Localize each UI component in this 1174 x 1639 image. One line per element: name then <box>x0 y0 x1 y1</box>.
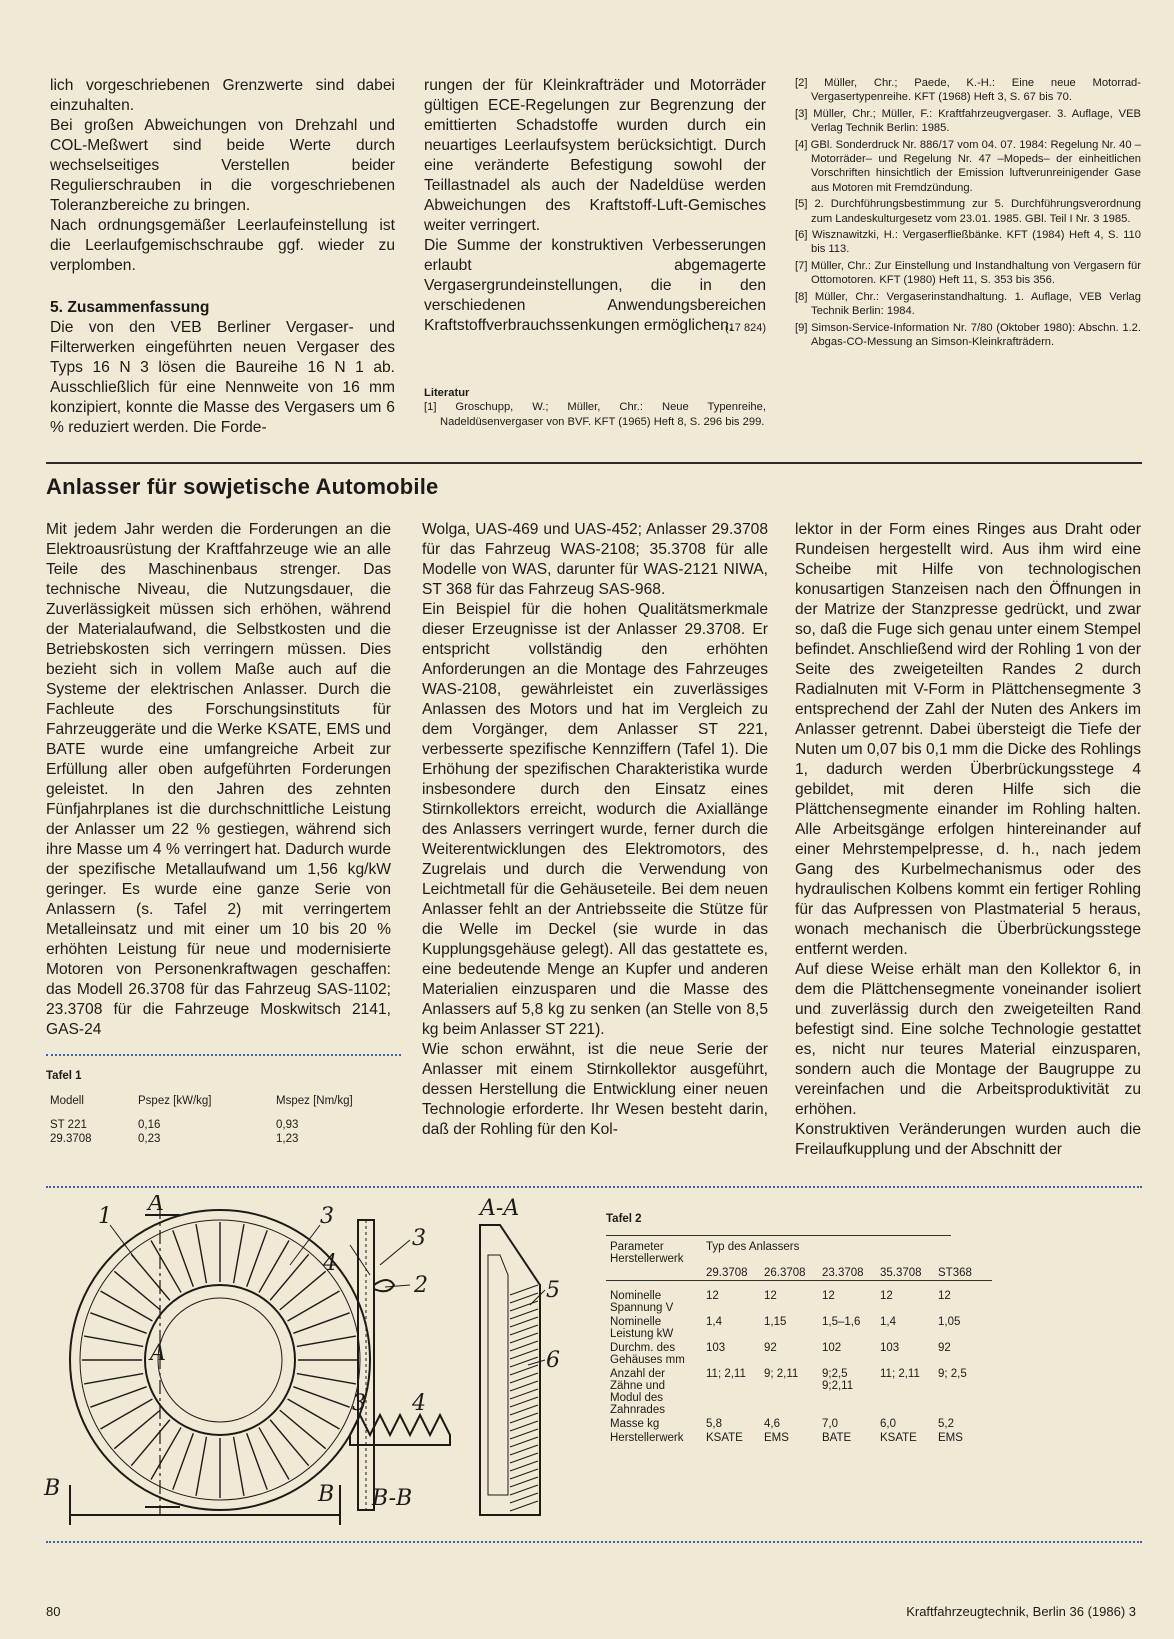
table-cell: KSATE <box>706 1432 743 1444</box>
article-col-1 <box>46 520 391 1040</box>
reference: [7] Müller, Chr.: Zur Einstellung und Instandhaltung von Vergasern für Ottomotoren. KFT (1980) Heft 11, S. 353 bis 356. <box>795 259 1141 287</box>
reference: [2] Müller, Chr.; Paede, K.-H.: Eine neue Motorrad-Vergasertypenreihe. KFT (1968) Heft 3, S. 67 bis 70. <box>795 77 1141 104</box>
paragraph: Die Summe der konstruktiven Verbesserungen erlaubt abgemagerte Vergasergrundeinstellungen, die in den verschiedenen Anwendungsbereichen Kraftstoffverbrauchssenkungen ermöglichen. <box>424 237 766 334</box>
table-cell: 0,16 <box>138 1119 161 1131</box>
tafel1 <box>46 1070 396 1146</box>
column-header: Modell <box>50 1095 84 1107</box>
table-cell: ST 221 <box>50 1119 87 1131</box>
table-cell: 4,6 <box>764 1418 780 1430</box>
table-cell: 9; 2,11 <box>764 1368 799 1380</box>
tafel2-title: Tafel 2 <box>606 1213 642 1225</box>
column-header: 29.3708 <box>706 1267 748 1279</box>
figure-top-rule <box>46 1186 1142 1188</box>
reference: [9] Simson-Service-Information Nr. 7/80 (Oktober 1980): Abschn. 1.2. Abgas-CO-Messung an Simson-Kleinkrafträdern. <box>795 321 1141 348</box>
paragraph: lektor in der Form eines Ringes aus Draht oder Rundeisen hergestellt wird. Aus ihm wird eine Scheibe mit Hilfe von technologischen konusartigen Stanzeisen nach den Öffnungen in der Matrize der Stanzpresse gedrückt, und zwar so, daß die Fuge sich genau unter einem Stempel befindet. Anschließend wird der Rohling 1 von der Seite des zweigeteilten Randes 2 durch Radialnuten mit V-Form in Plättchensegmente 3 entsprechend der Zahl der Nuten des Ankers im Anlasser getrennt. Dabei übersteigt die Tiefe der Nuten um 0,07 bis 0,1 mm die Dicke des Rohlings 1, dadurch werden Überbrückungsstege 4 gebildet, mit deren Hilfe sich die Plättchensegmente einander im Rohling halten. Alle Arbeitsgänge erfolgen hintereinander auf einer Mehrstempelpresse, d. h., nach jedem Gang des Kurbelmechanismus oder des hydraulischen Kolbens kommt ein fertiger Rohling für das Aufpressen von Plastmaterial 5 heraus, wonach mechanisch die Überbrückungsstege entfernt werden. <box>795 521 1141 958</box>
paragraph: Auf diese Weise erhält man den Kollektor 6, in dem die Plättchensegmente voneinander isoliert und zuverlässig durch den zweigeteilten Rand befestigt sind. Eine solche Technologie gestattet es, nicht nur teures Material einzusparen, sondern auch die Montage der Baugruppe zu vereinfachen und die Arbeitsproduktivität zu erhöhen. <box>795 961 1141 1118</box>
page-number: 80 <box>46 1604 61 1619</box>
table-cell: 1,23 <box>276 1133 299 1145</box>
table-cell: 12 <box>764 1290 777 1302</box>
column-header: 26.3708 <box>764 1267 806 1279</box>
table-cell: 1,5–1,6 <box>822 1316 861 1328</box>
row-label: Herstellerwerk <box>610 1432 684 1444</box>
tafel1-title: Tafel 1 <box>46 1070 82 1082</box>
figure-label: B-B <box>372 1486 413 1511</box>
reference: [1] Groschupp, W.; Müller, Chr.: Neue Typenreihe, Nadeldüsenvergaser von BVF. KFT (1965) Heft 8, S. 296 bis 299. <box>424 401 766 428</box>
column-header: Mspez [Nm/kg] <box>276 1095 353 1107</box>
table-cell: 5,2 <box>938 1418 954 1430</box>
table-cell: 12 <box>880 1290 893 1302</box>
table-cell: 12 <box>822 1290 835 1302</box>
column-header: 35.3708 <box>880 1267 922 1279</box>
table-cell: 1,4 <box>880 1316 896 1328</box>
paragraph: Nach ordnungsgemäßer Leerlaufeinstellung ist die Leerlaufgemischschraube ggf. wieder zu verplomben. <box>50 217 395 274</box>
section-divider <box>46 462 1142 464</box>
paragraph: Wolga, UAS-469 und UAS-452; Anlasser 29.3708 für das Fahrzeug WAS-2108; 35.3708 für alle Modelle von WAS, darunter für WAS-2121 NIWA, ST 368 für das Fahrzeug SAS-968. <box>422 521 768 598</box>
row-label: Anzahl der Zähne und Modul des Zahnrades <box>610 1368 665 1416</box>
figure-label: 1 <box>98 1204 112 1229</box>
column-header: Parameter Herstellerwerk <box>610 1241 684 1265</box>
table-cell: EMS <box>938 1432 963 1444</box>
tafel2-body <box>606 1289 992 1445</box>
table-cell: 0,23 <box>138 1133 161 1145</box>
table-cell: BATE <box>822 1432 852 1444</box>
column-header: 23.3708 <box>822 1267 864 1279</box>
table-cell: 9;2,5 9;2,11 <box>822 1368 854 1392</box>
figure-label: 6 <box>546 1348 560 1373</box>
table-header-row <box>46 1094 386 1108</box>
article-col-3 <box>795 520 1141 1160</box>
reference: [3] Müller, Chr.; Müller, F.: Kraftfahrzeugvergaser. 3. Auflage, VEB Verlag Technik Berlin: 1985. <box>795 107 1141 135</box>
tafel1-top-rule <box>46 1054 401 1056</box>
table-cell: 1,15 <box>764 1316 787 1328</box>
paragraph: Wie schon erwähnt, ist die neue Serie der Anlasser mit einem Stirnkollektor ausgeführt, dessen Herstellung die Entwicklung einer neuen Technologie erforderte. Ihr Wesen besteht darin, daß der Rohling für den Kol- <box>422 1041 768 1138</box>
paragraph: Mit jedem Jahr werden die Forderungen an die Elektroausrüstung der Kraftfahrzeuge wie an alle Teile des Maschinenbaus strenger. Das technische Niveau, die Nutzungsdauer, die Zuverlässigkeit müssen sich erhöhen, während der Materialaufwand, die Selbstkosten und die Betriebskosten sich verringern müssen. Dies bezieht sich in vollem Maße auch auf die Systeme der elektrischen Anlasser. Durch die Fachleute des Forschungsinstituts für Fahrzeuggeräte und die Werke KSATE, EMS und BATE wurde eine umfangreiche Arbeit zur Erfüllung aller oben aufgeführten Forderungen geleistet. In den Jahren des zehnten Fünfjahrplanes ist die durchschnittliche Leistung der Anlasser um 22 % gestiegen, während sich ihre Masse um 4 % verringert hat. Dadurch wurde der spezifische Metallaufwand um 1,56 kg/kW geringer. Es wurde eine ganze Serie von Anlassern (s. Tafel 2) mit verringertem Metalleinsatz und mit einer um 10 bis 20 % erhöhten Leistung für neue und modernisierte Motoren von Personenkraftwagen geschaffen: das Modell 26.3708 für das Fahrzeug SAS-1102; 23.3708 für die Fahrzeuge Moskwitsch 2141, GAS-24 <box>46 521 391 1038</box>
table-row <box>606 1289 992 1315</box>
table-row <box>46 1132 386 1146</box>
table-cell: 92 <box>764 1342 777 1354</box>
table-header-row <box>606 1266 992 1281</box>
table-header-row <box>606 1240 992 1266</box>
table-cell: 5,8 <box>706 1418 722 1430</box>
article-col-2 <box>422 520 768 1140</box>
table-row <box>606 1417 992 1431</box>
reference: [6] Wisznawitzki, H.: Vergaserfließbänke. KFT (1984) Heft 4, S. 110 bis 113. <box>795 229 1141 256</box>
literature-title: Literatur <box>424 387 470 399</box>
row-label: Durchm. des Gehäuses mm <box>610 1342 685 1366</box>
table-row <box>606 1431 992 1445</box>
figure-label: 3 <box>352 1391 366 1416</box>
figure-label: B <box>318 1482 335 1507</box>
figure-bottom-rule <box>46 1541 1142 1543</box>
table-cell: EMS <box>764 1432 789 1444</box>
figure-label: 4 <box>323 1251 337 1276</box>
paragraph: Konstruktiven Veränderungen wurden auch die Freilaufkupplung und der Abschnitt der <box>795 1121 1141 1158</box>
table-row <box>606 1367 992 1417</box>
figure-label: 3 <box>412 1226 426 1251</box>
tafel2-table <box>606 1240 992 1445</box>
paragraph: Die von den VEB Berliner Vergaser- und Filterwerken eingeführten neuen Vergaser des Typs 16 N 3 lösen die Baureihe 16 N 1 ab. Ausschließlich für eine Nennweite von 16 mm konzipiert, konnte die Masse des Vergasers um 6 % reduziert werden. Die Forde- <box>50 319 395 436</box>
table-cell: 0,93 <box>276 1119 299 1131</box>
table-cell: 92 <box>938 1342 951 1354</box>
top-col-3-references <box>795 76 1141 351</box>
article-title: Anlasser für sowjetische Automobile <box>46 474 439 499</box>
table-cell: 1,05 <box>938 1316 961 1328</box>
tafel1-table <box>46 1094 386 1146</box>
table-cell: 12 <box>706 1290 719 1302</box>
tafel2 <box>606 1213 1146 1445</box>
table-row <box>606 1315 992 1341</box>
table-cell: 102 <box>822 1342 842 1354</box>
column-header: Pspez [kW/kg] <box>138 1095 212 1107</box>
table-cell: 11; 2,11 <box>706 1368 746 1380</box>
reference: [8] Müller, Chr.: Vergaserinstandhaltung. 1. Auflage, VEB Verlag Technik Berlin: 1984. <box>795 290 1141 318</box>
reference: [5] 2. Durchführungsbestimmung zur 5. Durchführungsverordnung zum Landeskulturgesetz vom 23.01. 1985. GBl. Teil I Nr. 3 1985. <box>795 198 1141 225</box>
table-cell: 1,4 <box>706 1316 722 1328</box>
table-cell: 103 <box>706 1342 726 1354</box>
table-cell: 9; 2,5 <box>938 1368 967 1380</box>
figure-label: B <box>44 1476 61 1501</box>
paragraph: lich vorgeschriebenen Grenzwerte sind dabei einzuhalten. <box>50 77 395 114</box>
table-row <box>606 1341 992 1367</box>
reference: [4] GBl. Sonderdruck Nr. 886/17 vom 04. 07. 1984: Regelung Nr. 40 –Motorräder– und Regelung Nr. 47 –Mopeds– der einheitlichen Vorschriften hinsichtlich der Emission luftverunreinigender Gase aus Motoren mit Fremdzündung. <box>795 138 1141 194</box>
row-label: Nominelle Leistung kW <box>610 1316 674 1340</box>
table-cell: 103 <box>880 1342 900 1354</box>
figure-label: 5 <box>546 1278 560 1303</box>
table-row <box>46 1118 386 1132</box>
kollektor-figure <box>40 1195 620 1555</box>
paragraph: Ein Beispiel für die hohen Qualitätsmerkmale dieser Erzeugnisse ist der Anlasser 29.3708. Er entspricht vollständig den erhöhten Anforderungen an die Montage des Fahrzeuges WAS-2108, gewährleistet ein zuverlässiges Anlassen des Motors und hat im Vergleich zu dem Vorgänger, dem Anlasser ST 221, verbesserte spezifische Kennziffern (Tafel 1). Die Erhöhung der spezifischen Charakteristika wurde insbesondere durch den Einsatz eines Stirnkollektors erreicht, wodurch die Axiallänge des Anlassers verringert wurde, ferner durch die Weiterentwicklungen des Elektromotors, des Zugrelais und durch die Verwendung von Leichtmetall für die Gehäuseteile. Bei dem neuen Anlasser fehlt an der Antriebsseite die Stütze für die Welle im Deckel (sie wurde in das Kupplungsgehäuse gelegt). All das gestattete es, eine bedeutende Menge an Kupfer und anderen Materialien einzusparen und die Masse des Anlassers auf 5,8 kg zu senken (an Stelle von 8,5 kg beim Anlasser ST 221). <box>422 601 768 1038</box>
table-cell: 12 <box>938 1290 951 1302</box>
table-cell: 29.3708 <box>50 1133 92 1145</box>
top-col-1 <box>50 76 395 438</box>
column-header: ST368 <box>938 1267 972 1279</box>
table-cell: 7,0 <box>822 1418 838 1430</box>
figure-label: 3 <box>320 1204 334 1229</box>
figure-label: 4 <box>412 1391 426 1416</box>
literature-block <box>424 386 766 431</box>
journal-footer: Kraftfahrzeugtechnik, Berlin 36 (1986) 3 <box>906 1604 1136 1619</box>
top-col-2 <box>424 76 766 338</box>
table-cell: 11; 2,11 <box>880 1368 920 1380</box>
paragraph: Bei großen Abweichungen von Drehzahl und COL-Meßwert sind beide Werte durch wechselseitiges Verstellen beider Regulierschrauben in die vorgeschriebenen Toleranzbereiche zu bringen. <box>50 117 395 214</box>
column-header: Typ des Anlassers <box>706 1241 800 1253</box>
figure-label: A-A <box>480 1196 520 1221</box>
table-cell: 6,0 <box>880 1418 896 1430</box>
article-code: (17 824) <box>725 322 766 334</box>
row-label: Masse kg <box>610 1418 660 1430</box>
paragraph: rungen der für Kleinkrafträder und Motorräder gültigen ECE-Regelungen zur Begrenzung der emittierten Schadstoffe wurden durch ein neuartiges Leerlaufsystem berücksichtigt. Durch eine veränderte Befestigung sowohl der Teillastnadel als auch der Nadeldüse werden Abweichungen des Kraftstoff-Luft-Gemisches weiter verringert. <box>424 77 766 234</box>
table-cell: KSATE <box>880 1432 917 1444</box>
section-heading: 5. Zusammenfassung <box>50 299 210 316</box>
figure-label: A <box>150 1341 166 1366</box>
figure-label: A <box>148 1195 164 1216</box>
figure-label: 2 <box>414 1273 428 1298</box>
row-label: Nominelle Spannung V <box>610 1290 674 1314</box>
